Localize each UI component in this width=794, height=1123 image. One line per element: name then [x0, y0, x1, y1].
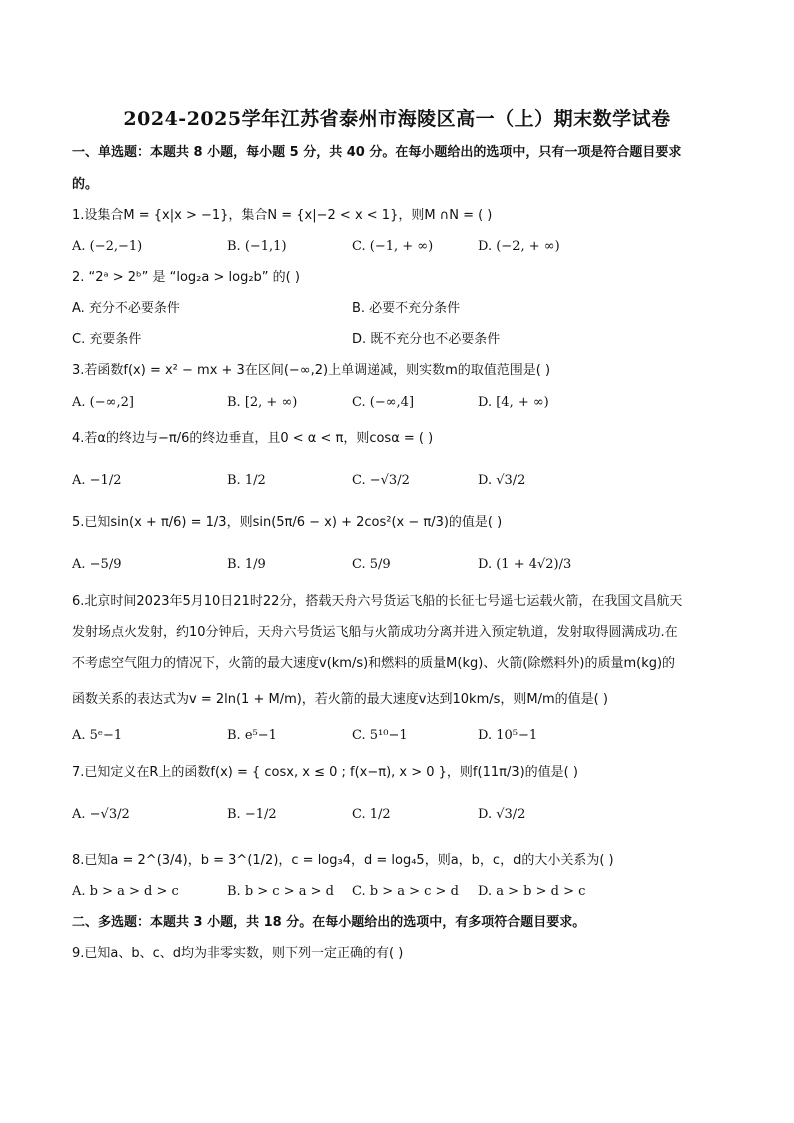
page-title: 2024-2025学年江苏省泰州市海陵区高一（上）期末数学试卷 — [123, 108, 671, 130]
q6-option-d: D. 10⁵−1 — [478, 728, 538, 743]
question-1-options — [72, 238, 722, 258]
question-6-stem-line1: 6.北京时间2023年5月10日21时22分，搭载天舟六号货运飞船的长征七号遥七运载火箭，在我国文昌航天 — [72, 594, 683, 609]
q2-option-b: B. 必要不充分条件 — [352, 301, 461, 316]
question-7-options — [72, 806, 722, 826]
question-6-stem-line3: 不考虑空气阻力的情况下，火箭的最大速度v(km/s)和燃料的质量M(kg)、火箭(除燃料外)的质量m(kg)的 — [72, 656, 676, 671]
question-8-stem: 8.已知a = 2^(3/4)，b = 3^(1/2)，c = log₃4，d = log₄5，则a，b，c，d的大小关系为( ) — [72, 853, 614, 868]
q7-option-d: D. √3/2 — [478, 807, 526, 822]
q3-option-d: D. [4, + ∞) — [478, 395, 549, 410]
q6-option-c: C. 5¹⁰−1 — [352, 728, 408, 743]
question-6-stem-line2: 发射场点火发射，约10分钟后，天舟六号货运飞船与火箭成功分离并进入预定轨道，发射取得圆满成功.在 — [72, 625, 678, 640]
question-4-options — [72, 472, 722, 492]
question-5-stem: 5.已知sin(x + π/6) = 1/3，则sin(5π/6 − x) + 2cos²(x − π/3)的值是( ) — [72, 515, 503, 530]
q5-option-a: A. −5/9 — [72, 557, 122, 572]
question-8-options — [72, 883, 722, 903]
q7-option-b: B. −1/2 — [227, 807, 277, 822]
question-1-stem: 1.设集合M = {x|x > −1}，集合N = {x|−2 < x < 1}，则M ∩N = ( ) — [72, 208, 493, 223]
q1-option-b: B. (−1,1) — [227, 239, 287, 254]
question-3-options — [72, 394, 722, 414]
q2-option-c: C. 充要条件 — [72, 332, 142, 347]
question-2-options-row2 — [72, 331, 722, 351]
section2-heading: 二、多选题：本题共 3 小题，共 18 分。在每小题给出的选项中，有多项符合题目要求。 — [72, 915, 586, 930]
q5-option-c: C. 5/9 — [352, 557, 391, 572]
q6-option-b: B. e⁵−1 — [227, 728, 277, 743]
q3-option-b: B. [2, + ∞) — [227, 395, 298, 410]
q3-option-a: A. (−∞,2] — [72, 395, 134, 410]
section1-heading-cont: 的。 — [72, 177, 99, 192]
question-5-options — [72, 556, 722, 576]
question-6-options — [72, 727, 722, 747]
q8-option-d: D. a > b > d > c — [478, 884, 586, 899]
q1-option-c: C. (−1, + ∞) — [352, 239, 434, 254]
q1-option-d: D. (−2, + ∞) — [478, 239, 560, 254]
q8-option-a: A. b > a > d > c — [72, 884, 179, 899]
question-4-stem: 4.若α的终边与−π/6的终边垂直，且0 < α < π，则cosα = ( ) — [72, 431, 434, 446]
q2-option-d: D. 既不充分也不必要条件 — [352, 332, 501, 347]
section1-heading: 一、单选题：本题共 8 小题，每小题 5 分，共 40 分。在每小题给出的选项中，只有一项是符合题目要求 — [72, 145, 682, 160]
q4-option-d: D. √3/2 — [478, 473, 526, 488]
question-3-stem: 3.若函数f(x) = x² − mx + 3在区间(−∞,2)上单调递减，则实数m的取值范围是( ) — [72, 363, 551, 378]
q4-option-b: B. 1/2 — [227, 473, 266, 488]
q6-option-a: A. 5ᵉ−1 — [72, 728, 123, 743]
q8-option-c: C. b > a > c > d — [352, 884, 459, 899]
question-7-stem: 7.已知定义在R上的函数f(x) = { cosx, x ≤ 0 ; f(x−π), x > 0 }，则f(11π/3)的值是( ) — [72, 765, 578, 780]
q4-option-a: A. −1/2 — [72, 473, 122, 488]
question-2-options-row1 — [72, 300, 722, 320]
question-9-stem: 9.已知a、b、c、d均为非零实数，则下列一定正确的有( ) — [72, 946, 404, 961]
q3-option-c: C. (−∞,4] — [352, 395, 415, 410]
question-2-stem: 2. “2ᵃ > 2ᵇ” 是 “log₂a > log₂b” 的( ) — [72, 270, 300, 285]
question-6-stem-line4: 函数关系的表达式为v = 2ln(1 + M/m)，若火箭的最大速度v达到10km/s，则M/m的值是( ) — [72, 692, 608, 707]
q5-option-d: D. (1 + 4√2)/3 — [478, 557, 572, 572]
q7-option-c: C. 1/2 — [352, 807, 391, 822]
q5-option-b: B. 1/9 — [227, 557, 266, 572]
q2-option-a: A. 充分不必要条件 — [72, 301, 180, 316]
q1-option-a: A. (−2,−1) — [72, 239, 143, 254]
q8-option-b: B. b > c > a > d — [227, 884, 334, 899]
q7-option-a: A. −√3/2 — [72, 807, 130, 822]
q4-option-c: C. −√3/2 — [352, 473, 410, 488]
